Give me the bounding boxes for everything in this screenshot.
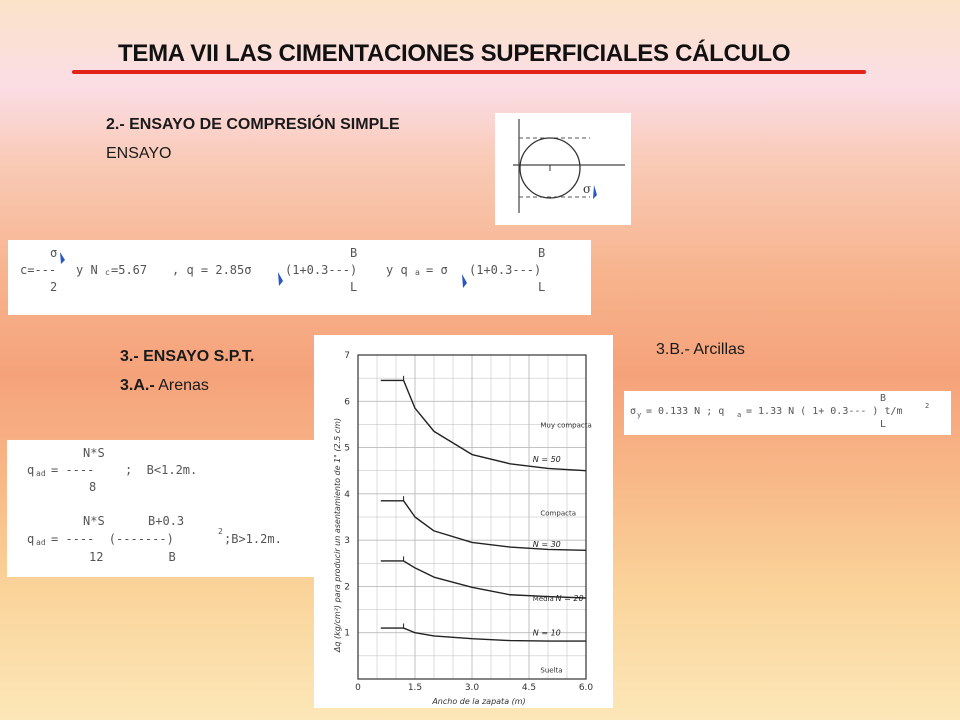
formula-c-lhs: c=--- (20, 263, 57, 277)
formula-l-bottom: L (350, 280, 358, 294)
arcillas-sigma: σ (630, 406, 637, 417)
y-tick-label: 7 (344, 351, 350, 361)
chart-x-axis-label: Ancho de la zapata (m) (432, 697, 526, 706)
formula-nc-subscript: c (105, 268, 110, 277)
arenas-line2-eq: = ---- (-------) (51, 532, 174, 546)
chart-y-axis-label: Δq (kg/cm²) para producir un asentamiento de 1" (2.5 cm) (333, 417, 342, 653)
formula-sigma-top: σ (50, 246, 58, 260)
series-label: N = 50 (532, 455, 561, 465)
title-underline (72, 70, 866, 74)
arenas-line1-q: q (27, 463, 35, 477)
formula-nc-value: =5.67 (111, 263, 148, 277)
section-2-heading: 2.- ENSAYO DE COMPRESIÓN SIMPLE (106, 116, 400, 133)
arcillas-part1: = 0.133 N ; q (646, 406, 725, 417)
y-tick-label: 6 (344, 397, 350, 408)
compression-formula-panel (8, 240, 591, 315)
zone-label: Muy compacta (540, 421, 592, 430)
sigma-label: σ (583, 182, 592, 196)
mohr-circle-figure (495, 113, 631, 225)
arcillas-sigma-subscript: y (637, 411, 642, 419)
formula-qa-subscript: a (415, 268, 420, 277)
arcillas-l-bottom: L (880, 419, 887, 430)
mohr-circle-drawing (495, 113, 631, 225)
pen-mark-icon (276, 272, 284, 286)
arenas-line2-subscript: ad (36, 538, 46, 547)
zone-label: Media (532, 595, 554, 603)
formula-b-top-2: B (538, 246, 546, 260)
arenas-line2-exponent: 2 (218, 527, 223, 536)
y-tick-label: 1 (344, 628, 350, 639)
x-tick-label: 3.0 (464, 683, 480, 693)
x-tick-label: 6.0 (578, 683, 594, 693)
section-3a-subheading (120, 377, 209, 395)
arenas-line1-condition: ; B<1.2m. (125, 463, 198, 477)
formula-q-paren: (1+0.3---) (285, 263, 358, 277)
formula-nc-text: y N (76, 263, 98, 277)
pen-mark-icon (593, 185, 597, 199)
pen-mark-icon (460, 274, 468, 288)
zone-label: Suelta (540, 666, 563, 675)
x-tick-label: 1.5 (407, 683, 423, 693)
arenas-line2-q: q (27, 532, 35, 546)
arenas-formula-panel (7, 440, 314, 577)
formula-qa-text: y q (386, 263, 408, 277)
pen-mark-icon (58, 252, 66, 264)
y-tick-label: 5 (344, 443, 350, 454)
series-label: N = 20 (555, 594, 584, 603)
arcillas-qa-subscript: a (737, 411, 742, 419)
formula-qa-paren: (1+0.3---) (469, 263, 542, 277)
arcillas-b-top: B (880, 393, 887, 404)
arenas-line1-numerator: N*S (83, 446, 105, 460)
formula-qa-eq: = σ (426, 263, 448, 277)
y-tick-label: 4 (344, 489, 350, 500)
section-3b-label: 3.B.- Arcillas (656, 341, 745, 358)
arenas-line2-denominator: 12 B (89, 550, 176, 564)
arcillas-formula-panel (624, 391, 951, 435)
arenas-line2-condition: ;B>1.2m. (224, 532, 282, 546)
y-tick-label: 3 (344, 536, 350, 547)
arcillas-exponent: 2 (925, 402, 930, 410)
slide-title: TEMA VII LAS CIMENTACIONES SUPERFICIALES CÁLCULO (118, 40, 791, 67)
arenas-line1-subscript: ad (36, 469, 46, 478)
arenas-line1-eq: = ---- (51, 463, 95, 477)
spt-chart-panel (314, 335, 613, 708)
series-line-3 (381, 561, 586, 598)
section-3-heading: 3.- ENSAYO S.P.T. (120, 348, 255, 365)
formula-q-text: , q = 2.85σ (172, 263, 252, 277)
zone-label: Compacta (540, 509, 577, 518)
arenas-line1-denominator: 8 (89, 480, 97, 494)
section-3a-number: 3.A.- (120, 377, 155, 394)
x-tick-label: 0 (355, 683, 361, 693)
formula-b-top: B (350, 246, 358, 260)
series-label: N = 10 (532, 628, 561, 638)
section-3a-label: Arenas (158, 377, 209, 394)
arenas-line2-numerator: N*S B+0.3 (83, 514, 185, 528)
section-2-subheading: ENSAYO (106, 145, 172, 162)
series-label: N = 30 (532, 539, 561, 549)
spt-chart (314, 335, 613, 708)
formula-l-bottom-2: L (538, 280, 546, 294)
arcillas-part2: = 1.33 N ( 1+ 0.3--- ) t/m (746, 406, 903, 417)
formula-c-denominator: 2 (50, 280, 58, 294)
y-tick-label: 2 (344, 582, 350, 593)
x-tick-label: 4.5 (521, 683, 537, 693)
